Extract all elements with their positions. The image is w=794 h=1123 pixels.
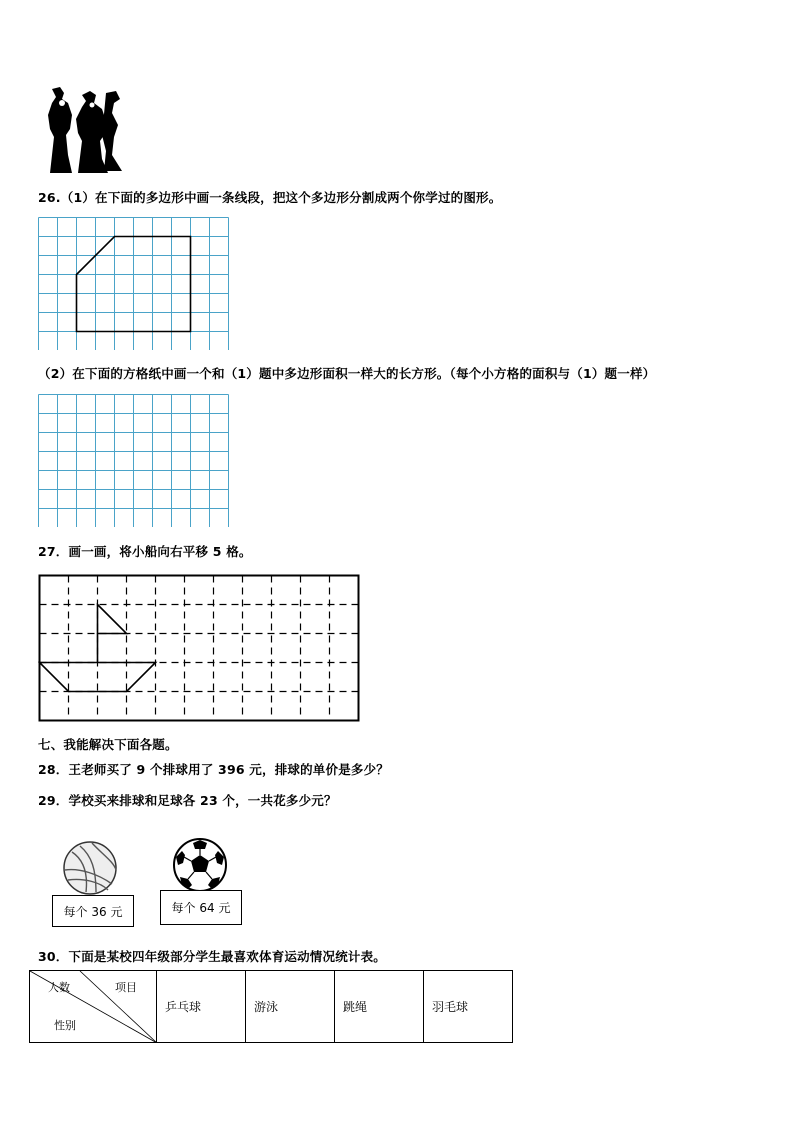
- question-26-part-1: 26.（1）在下面的多边形中画一条线段，把这个多边形分割成两个你学过的图形。: [38, 190, 502, 205]
- soccer-ball-icon: [172, 837, 228, 893]
- header-label-gender: 性别: [54, 1019, 76, 1032]
- boat-sail: [98, 605, 127, 634]
- sports-stats-table: [29, 970, 513, 1043]
- boat-grid[interactable]: [38, 574, 360, 728]
- two-figures-silhouette-icon: [42, 85, 127, 175]
- table-header-row: [30, 971, 513, 1043]
- soccer-price-label: 每个 64 元: [160, 890, 242, 925]
- header-label-item: 项目: [115, 981, 137, 994]
- grid-polygon[interactable]: [38, 217, 229, 354]
- question-28: 28．王老师买了 9 个排球用了 396 元，排球的单价是多少？: [38, 762, 389, 777]
- polygon-grid-figure[interactable]: [38, 217, 229, 350]
- grid-empty[interactable]: [38, 394, 229, 531]
- volleyball-icon: [62, 840, 118, 896]
- volleyball-item: [62, 840, 118, 900]
- column-header-swimming: 游泳: [246, 971, 335, 1043]
- question-29: 29．学校买来排球和足球各 23 个，一共花多少元？: [38, 793, 337, 808]
- header-label-count: 人数: [48, 981, 70, 994]
- column-header-pingpong: 乒乓球: [157, 971, 246, 1043]
- silhouette-illustration: [42, 85, 127, 175]
- diagonal-header-cell: [30, 971, 157, 1043]
- question-26-part-2: （2）在下面的方格纸中画一个和（1）题中多边形面积一样大的长方形。（每个小方格的面积与（1）题一样）: [38, 366, 656, 381]
- question-27: 27．画一画，将小船向右平移 5 格。: [38, 544, 252, 559]
- volleyball-price-label: 每个 36 元: [52, 895, 134, 927]
- column-header-jumprope: 跳绳: [335, 971, 424, 1043]
- column-header-badminton: 羽毛球: [424, 971, 513, 1043]
- empty-grid-paper[interactable]: [38, 394, 229, 527]
- question-30: 30．下面是某校四年级部分学生最喜欢体育运动情况统计表。: [38, 949, 386, 964]
- boat-translation-grid[interactable]: [38, 574, 360, 724]
- grid-border: [40, 576, 359, 721]
- section-7-heading: 七、我能解决下面各题。: [38, 737, 178, 752]
- soccer-item: [172, 837, 228, 897]
